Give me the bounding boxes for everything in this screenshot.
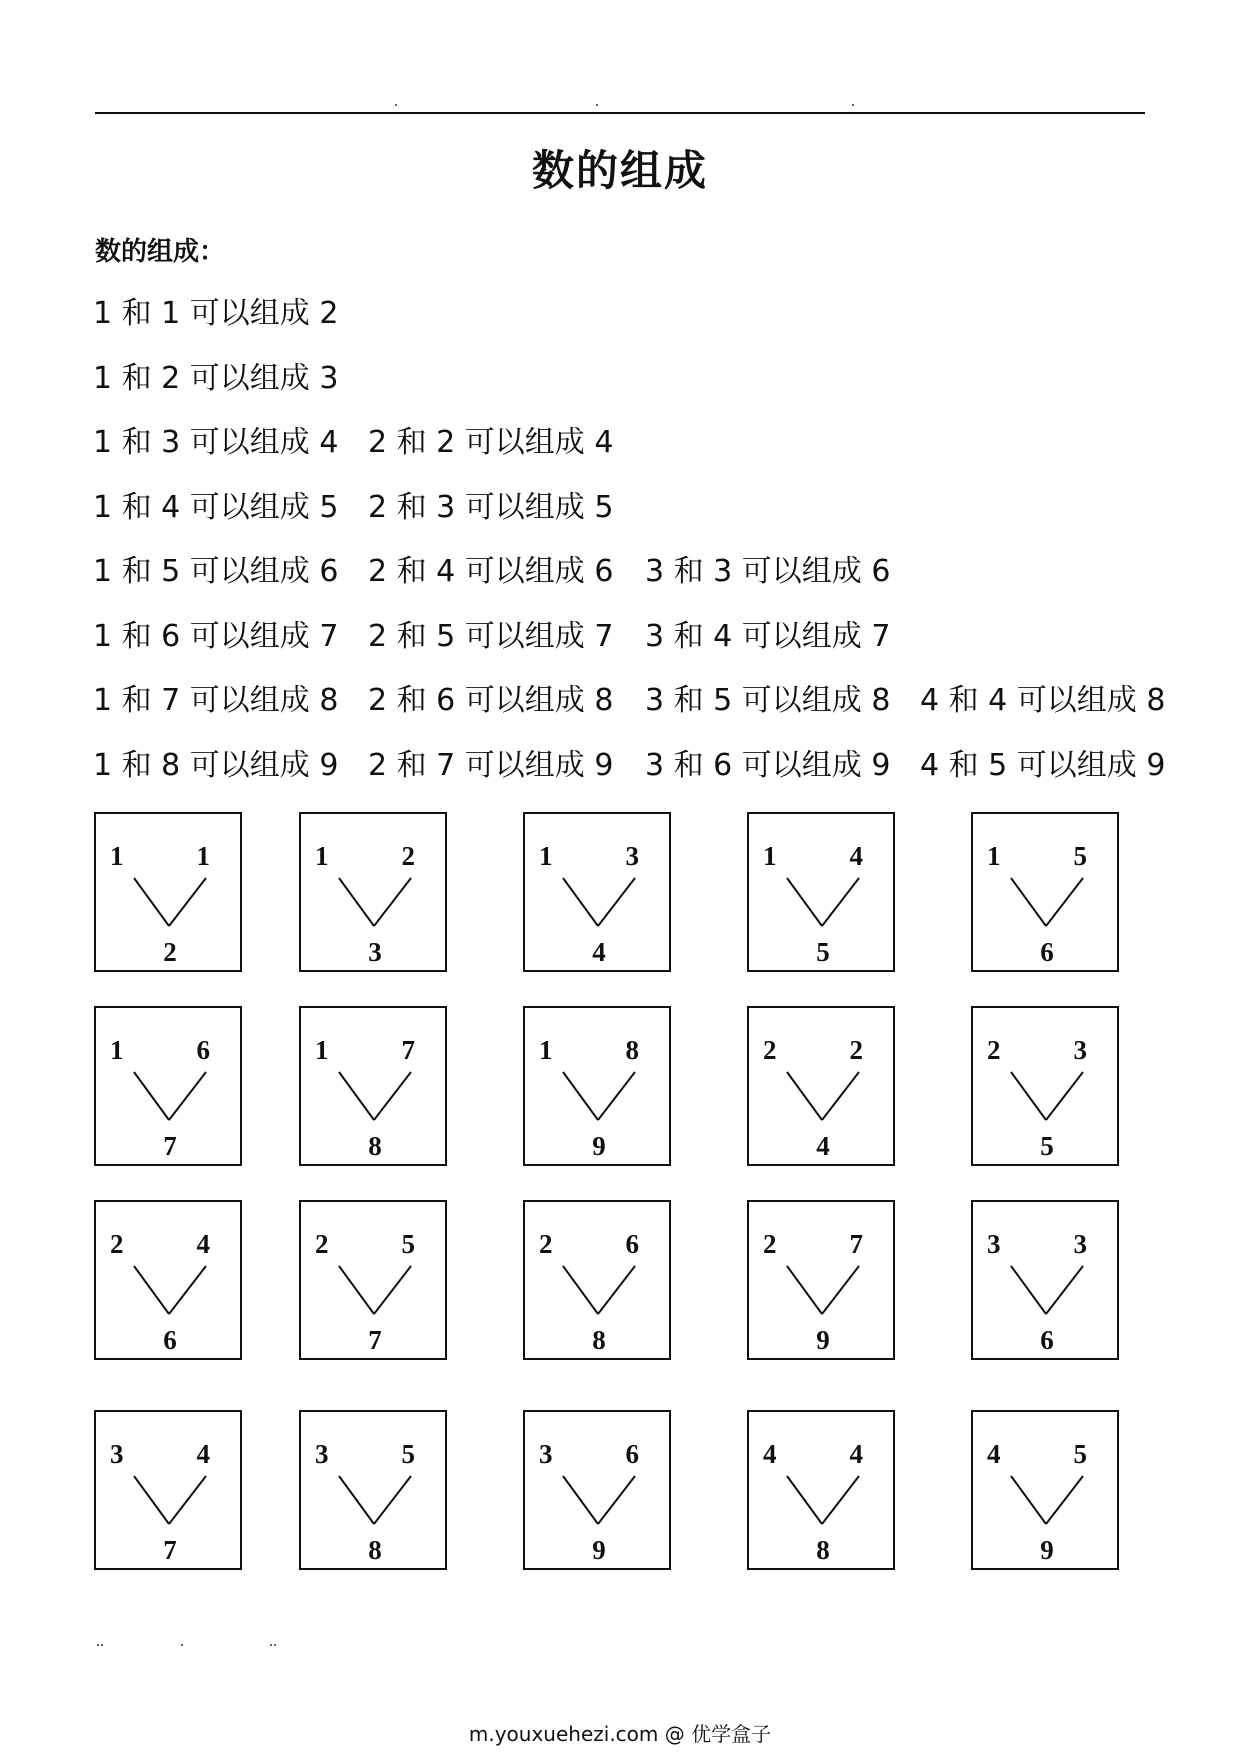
- composition-sentence: 1 和 4 可以组成 5: [93, 489, 339, 525]
- bond-line-left: [134, 1476, 169, 1524]
- addend-left: 4: [763, 1439, 777, 1469]
- addend-right: 8: [625, 1035, 639, 1065]
- bond-line-left: [1011, 1266, 1046, 1314]
- addend-right: 5: [1073, 841, 1087, 871]
- bond-line-left: [134, 878, 169, 926]
- composition-sentence: 3 和 4 可以组成 7: [645, 618, 891, 654]
- composition-sentence: 2 和 7 可以组成 9: [368, 747, 614, 783]
- addend-right: 3: [625, 841, 639, 871]
- bond-line-left: [1011, 878, 1046, 926]
- addend-right: 1: [196, 841, 210, 871]
- sum-value: 8: [368, 1535, 382, 1565]
- addend-left: 2: [110, 1229, 124, 1259]
- number-bond-card: [747, 1200, 895, 1360]
- addend-left: 2: [315, 1229, 329, 1259]
- bond-line-left: [1011, 1072, 1046, 1120]
- sum-value: 5: [1040, 1131, 1054, 1161]
- addend-right: 2: [849, 1035, 863, 1065]
- bond-line-right: [169, 878, 206, 926]
- addend-right: 5: [1073, 1439, 1087, 1469]
- bond-line-right: [374, 878, 411, 926]
- addend-right: 4: [196, 1229, 210, 1259]
- number-bond-card: [94, 1200, 242, 1360]
- header-dot: [852, 104, 854, 106]
- addend-left: 2: [763, 1035, 777, 1065]
- composition-sentence: 1 和 3 可以组成 4: [93, 425, 339, 460]
- bond-line-right: [1046, 1476, 1083, 1524]
- addend-left: 2: [987, 1035, 1001, 1065]
- sum-value: 8: [816, 1535, 830, 1565]
- addend-left: 4: [987, 1439, 1001, 1469]
- addend-left: 2: [763, 1229, 777, 1259]
- number-bond-card: [971, 812, 1119, 972]
- composition-sentence: 1 和 1 可以组成 2: [93, 296, 339, 331]
- composition-sentence: 4 和 5 可以组成 9: [920, 747, 1166, 783]
- bond-line-left: [787, 878, 822, 926]
- bond-line-left: [787, 1476, 822, 1524]
- addend-right: 3: [1073, 1229, 1087, 1259]
- footer-dot: [270, 1644, 272, 1646]
- bond-line-left: [134, 1072, 169, 1120]
- addend-left: 1: [539, 1035, 553, 1065]
- composition-sentence: 3 和 6 可以组成 9: [645, 747, 891, 783]
- number-bond-card: [971, 1410, 1119, 1570]
- sum-value: 8: [368, 1131, 382, 1161]
- composition-sentence: 2 和 2 可以组成 4: [368, 425, 614, 460]
- number-bond-card: [299, 1006, 447, 1166]
- composition-sentence: 1 和 2 可以组成 3: [93, 360, 339, 396]
- addend-right: 5: [401, 1229, 415, 1259]
- addend-left: 1: [110, 841, 124, 871]
- sum-value: 6: [1040, 937, 1054, 967]
- footer-dot: [274, 1644, 276, 1646]
- bond-line-right: [598, 1266, 635, 1314]
- number-bond-card: [971, 1006, 1119, 1166]
- addend-right: 7: [849, 1229, 863, 1259]
- addend-right: 6: [625, 1439, 639, 1469]
- page-title: 数的组成: [531, 146, 708, 195]
- sum-value: 9: [816, 1325, 830, 1355]
- bond-line-right: [822, 1266, 859, 1314]
- bond-line-right: [598, 878, 635, 926]
- number-bond-card: [94, 812, 242, 972]
- bond-line-left: [339, 1266, 374, 1314]
- addend-left: 1: [315, 1035, 329, 1065]
- sum-value: 8: [592, 1325, 606, 1355]
- addend-right: 5: [401, 1439, 415, 1469]
- footer-watermark: m.youxuehezi.com @ 优学盒子: [468, 1722, 772, 1746]
- bond-line-left: [339, 1476, 374, 1524]
- number-bond-card: [523, 1006, 671, 1166]
- composition-sentence: 2 和 3 可以组成 5: [368, 489, 614, 525]
- number-bond-card: [299, 812, 447, 972]
- sum-value: 9: [1040, 1535, 1054, 1565]
- number-bond-card: [747, 1006, 895, 1166]
- number-bond-card: [523, 1200, 671, 1360]
- addend-left: 3: [110, 1439, 124, 1469]
- number-bond-card: [971, 1200, 1119, 1360]
- number-bond-card: [94, 1006, 242, 1166]
- bond-line-right: [1046, 878, 1083, 926]
- bond-line-left: [1011, 1476, 1046, 1524]
- addend-left: 1: [110, 1035, 124, 1065]
- composition-sentence: 3 和 5 可以组成 8: [645, 683, 891, 718]
- bond-line-right: [822, 1072, 859, 1120]
- sum-value: 6: [163, 1325, 177, 1355]
- bond-line-right: [822, 878, 859, 926]
- addend-left: 3: [315, 1439, 329, 1469]
- sum-value: 6: [1040, 1325, 1054, 1355]
- header-dot: [596, 104, 598, 106]
- sum-value: 4: [816, 1131, 830, 1161]
- addend-right: 3: [1073, 1035, 1087, 1065]
- bond-line-right: [169, 1476, 206, 1524]
- addend-right: 7: [401, 1035, 415, 1065]
- addend-right: 6: [625, 1229, 639, 1259]
- bond-line-left: [563, 1476, 598, 1524]
- bond-line-right: [1046, 1072, 1083, 1120]
- bond-line-right: [598, 1476, 635, 1524]
- bond-line-left: [563, 1266, 598, 1314]
- sum-value: 7: [368, 1325, 382, 1355]
- sum-value: 2: [163, 937, 177, 967]
- number-bond-card: [523, 812, 671, 972]
- sum-value: 7: [163, 1131, 177, 1161]
- sum-value: 9: [592, 1131, 606, 1161]
- composition-sentence: 2 和 6 可以组成 8: [368, 683, 614, 718]
- sum-value: 9: [592, 1535, 606, 1565]
- bond-line-right: [374, 1476, 411, 1524]
- bond-line-right: [1046, 1266, 1083, 1314]
- addend-right: 6: [196, 1035, 210, 1065]
- sum-value: 4: [592, 937, 606, 967]
- number-bond-card: [523, 1410, 671, 1570]
- bond-line-right: [169, 1072, 206, 1120]
- bond-line-right: [822, 1476, 859, 1524]
- bond-line-left: [339, 878, 374, 926]
- sum-value: 5: [816, 937, 830, 967]
- addend-left: 2: [539, 1229, 553, 1259]
- bond-line-left: [787, 1266, 822, 1314]
- composition-sentence: 2 和 5 可以组成 7: [368, 618, 614, 654]
- addend-right: 4: [196, 1439, 210, 1469]
- composition-sentence: 2 和 4 可以组成 6: [368, 554, 614, 589]
- bond-line-left: [563, 878, 598, 926]
- addend-left: 1: [315, 841, 329, 871]
- composition-sentence: 4 和 4 可以组成 8: [920, 683, 1166, 718]
- addend-left: 1: [987, 841, 1001, 871]
- composition-sentence: 1 和 7 可以组成 8: [93, 683, 339, 718]
- bond-line-right: [169, 1266, 206, 1314]
- addend-right: 4: [849, 1439, 863, 1469]
- section-subtitle: 数的组成：: [95, 237, 226, 267]
- bond-line-left: [339, 1072, 374, 1120]
- footer-dot: [181, 1644, 183, 1646]
- footer-dot: [101, 1644, 103, 1646]
- number-bond-card: [94, 1410, 242, 1570]
- number-bond-card: [299, 1410, 447, 1570]
- number-bond-card: [747, 1410, 895, 1570]
- addend-left: 1: [763, 841, 777, 871]
- number-bond-card: [299, 1200, 447, 1360]
- bond-line-left: [563, 1072, 598, 1120]
- addend-left: 3: [539, 1439, 553, 1469]
- addend-left: 3: [987, 1229, 1001, 1259]
- number-bond-card: [747, 812, 895, 972]
- header-dot: [395, 104, 397, 106]
- sum-value: 3: [368, 937, 382, 967]
- addend-left: 1: [539, 841, 553, 871]
- composition-sentence: 1 和 6 可以组成 7: [93, 618, 339, 654]
- bond-line-right: [598, 1072, 635, 1120]
- bond-line-left: [134, 1266, 169, 1314]
- composition-sentence: 1 和 5 可以组成 6: [93, 554, 339, 589]
- addend-right: 2: [401, 841, 415, 871]
- composition-sentence: 1 和 8 可以组成 9: [93, 747, 339, 783]
- footer-dot: [97, 1644, 99, 1646]
- bond-line-right: [374, 1072, 411, 1120]
- bond-line-left: [787, 1072, 822, 1120]
- sum-value: 7: [163, 1535, 177, 1565]
- composition-sentence: 3 和 3 可以组成 6: [645, 554, 891, 589]
- header-rule: [95, 112, 1145, 114]
- addend-right: 4: [849, 841, 863, 871]
- bond-line-right: [374, 1266, 411, 1314]
